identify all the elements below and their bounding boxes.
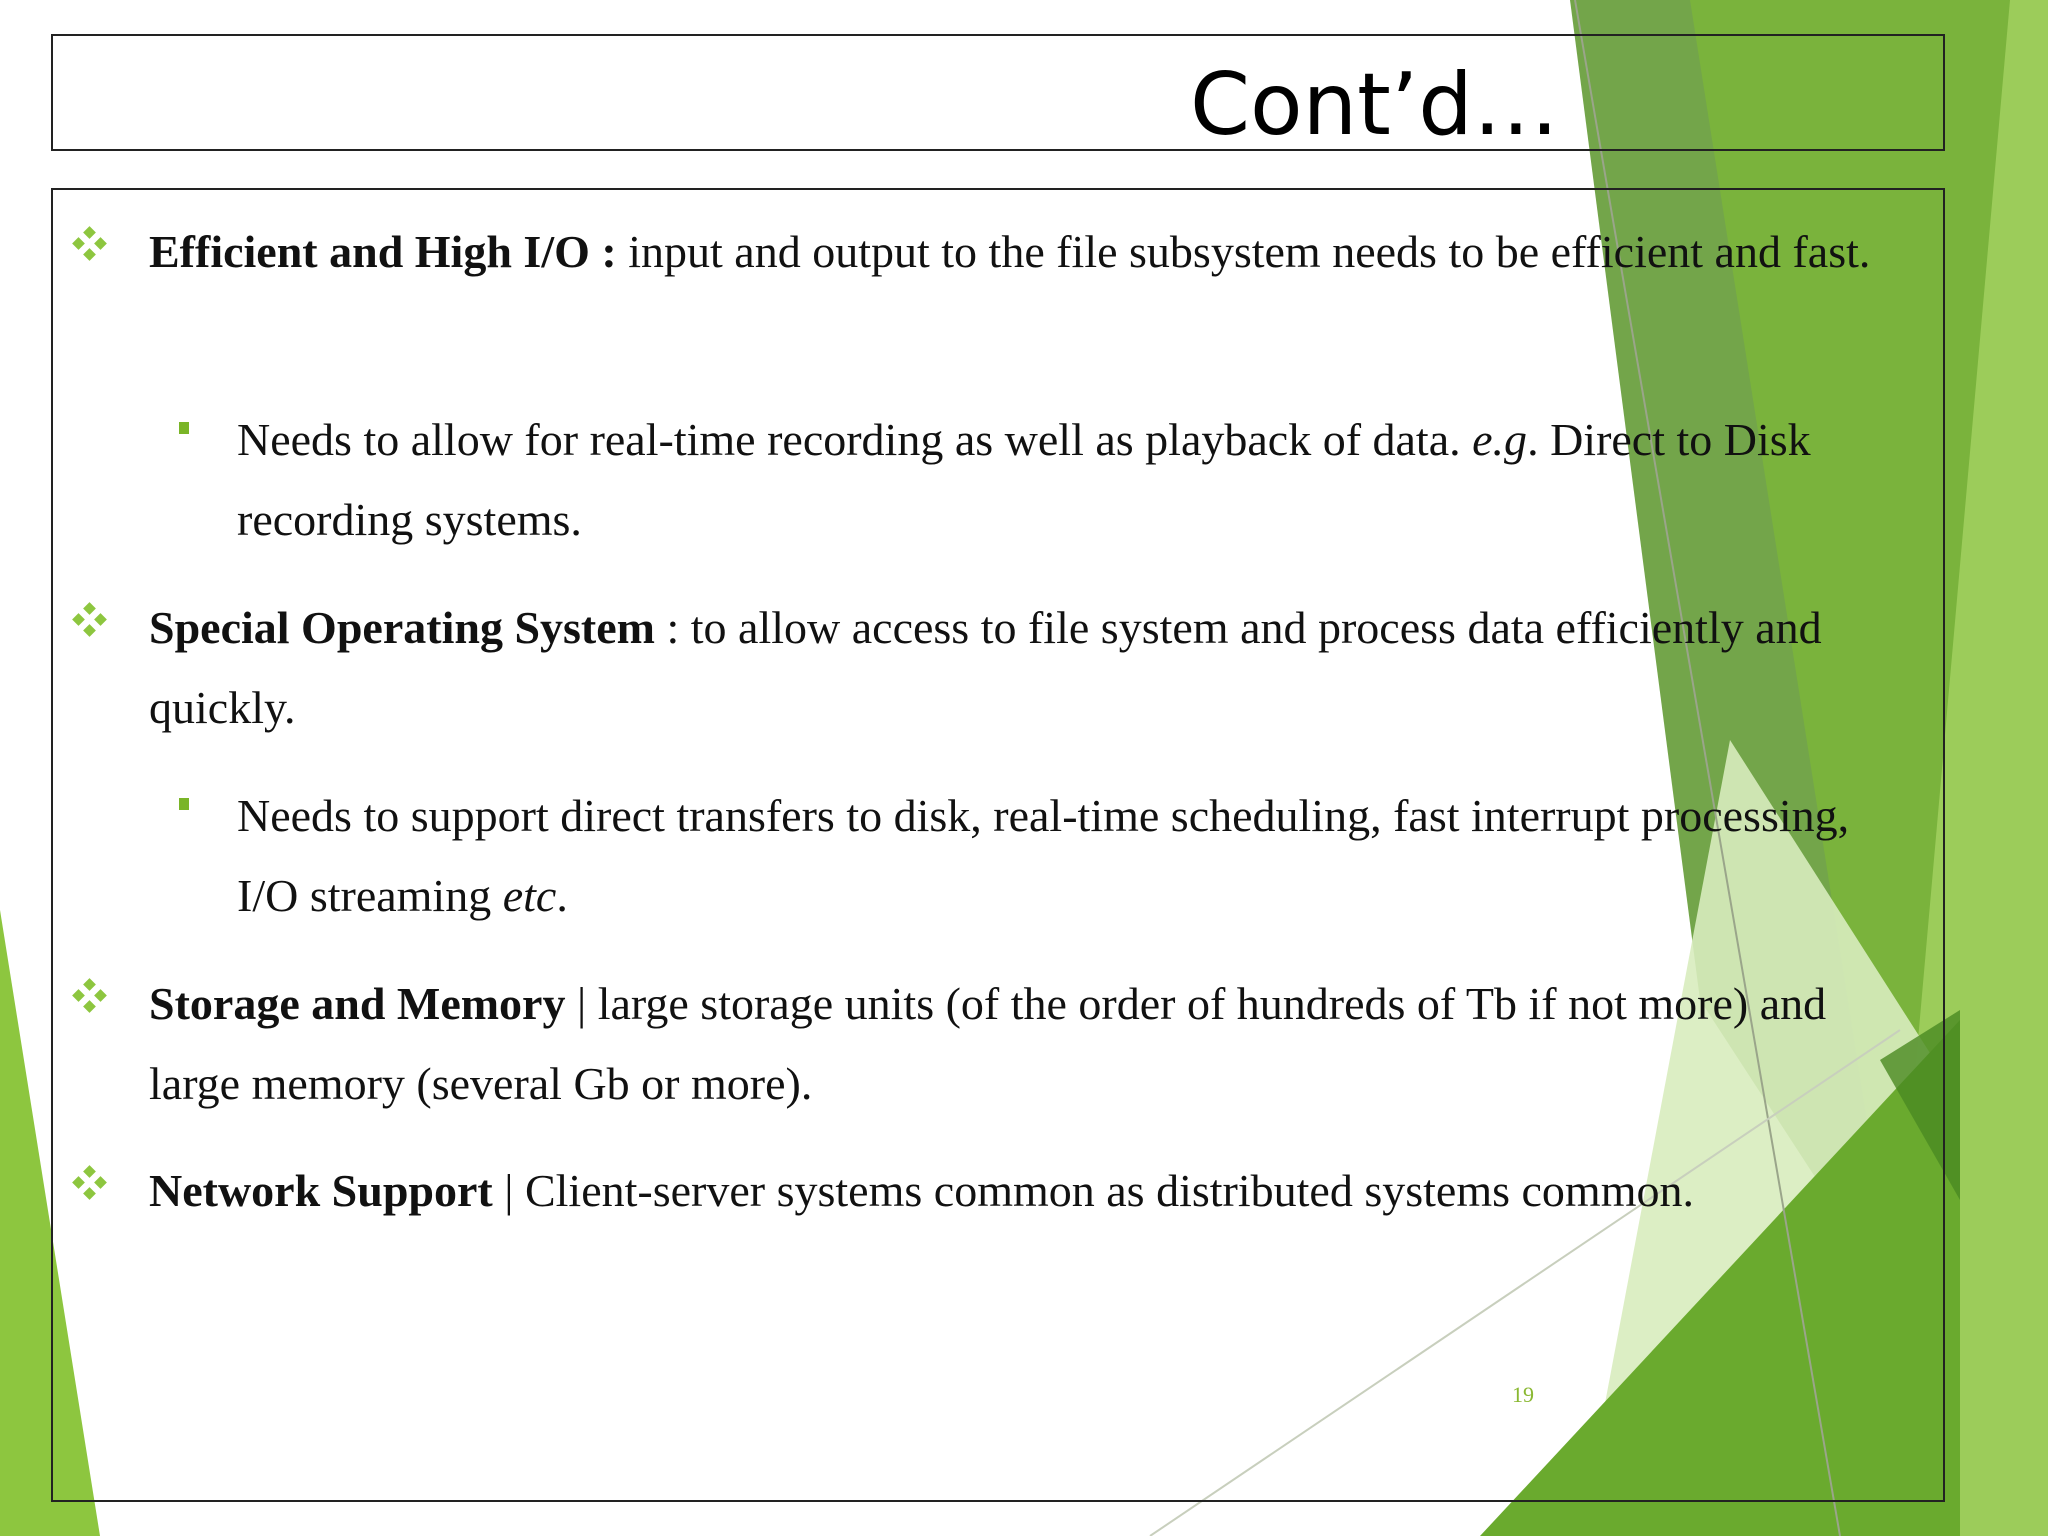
bullet-text: | Client-server systems common as distributed systems common. xyxy=(492,1165,1694,1216)
sub-bullet-text: Needs to support direct transfers to disk, real-time scheduling, fast interrupt processing, I/O streaming xyxy=(237,790,1850,921)
sub-bullet-text: Needs to allow for real-time recording as well as playback of data. xyxy=(237,414,1473,465)
bullet-network-support xyxy=(149,1151,1889,1231)
sub-bullet-transfers xyxy=(237,776,1877,936)
slide-title: Cont’d… xyxy=(1190,55,1559,155)
diamond-bullet-icon xyxy=(72,226,108,262)
bullet-special-os xyxy=(149,588,1889,748)
bullet-storage-memory xyxy=(149,964,1889,1124)
bullet-text: input and output to the file subsystem needs to be efficient and fast. xyxy=(616,226,1871,277)
diamond-bullet-icon xyxy=(72,978,108,1014)
bullet-term: Special Operating System xyxy=(149,602,655,653)
sub-bullet-realtime xyxy=(237,400,1877,560)
bullet-text: | large storage units (of the order of hundreds of Tb if not more) and large memory (several Gb or more). xyxy=(149,978,1827,1109)
sub-bullet-emphasis: e.g xyxy=(1472,414,1528,465)
title-frame xyxy=(51,34,1945,151)
bullet-term: Storage and Memory xyxy=(149,978,566,1029)
sub-bullet-text-end: . Direct to Disk recording systems. xyxy=(237,414,1811,545)
sub-bullet-text-end: . xyxy=(556,870,568,921)
bullet-term: Network Support xyxy=(149,1165,493,1216)
square-bullet-icon xyxy=(179,798,189,810)
diamond-bullet-icon xyxy=(72,1165,108,1201)
bullet-term: Efficient and High I/O : xyxy=(149,226,617,277)
page-number: 19 xyxy=(1512,1382,1534,1407)
bullet-efficient-io xyxy=(149,212,1889,292)
diamond-bullet-icon xyxy=(72,602,108,638)
bullet-text: : to allow access to file system and process data efficiently and quickly. xyxy=(149,602,1822,733)
square-bullet-icon xyxy=(179,422,189,434)
sub-bullet-emphasis: etc xyxy=(502,870,557,921)
